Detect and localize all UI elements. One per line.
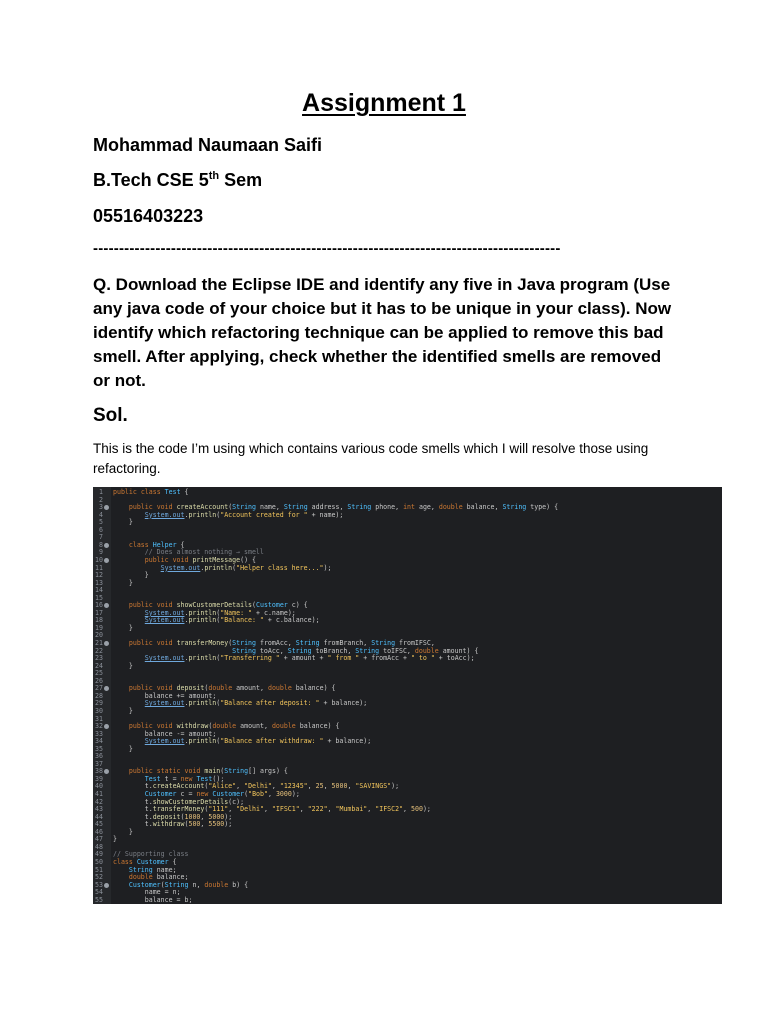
line-number: 45 (95, 820, 103, 829)
line-number: 21 (95, 639, 103, 647)
code-line (93, 700, 722, 708)
line-number: 17 (95, 608, 103, 617)
code-line (93, 565, 722, 573)
line-number: 10 (95, 555, 103, 564)
code-line (93, 836, 722, 844)
separator-line: ------------------------------------------------------------------------------------------ (93, 240, 561, 257)
code-text: t.transferMoney("111", "Delhi", "IFSC1", "222", "Mumbai", "IFSC2", 500); (144, 805, 431, 814)
line-number: 7 (99, 533, 103, 542)
code-text: public void showCustomerDetails(Customer c) { (128, 601, 308, 610)
code-text: } (113, 835, 117, 844)
breakpoint-marker-icon (104, 558, 109, 563)
line-number: 33 (95, 729, 103, 738)
line-number: 2 (99, 495, 103, 504)
line-number: 49 (95, 850, 103, 859)
code-line (93, 580, 722, 588)
code-line (93, 708, 722, 716)
line-number: 25 (95, 669, 103, 678)
code-text: balance -= amount; (144, 729, 217, 738)
code-line (93, 670, 722, 678)
line-number: 48 (95, 842, 103, 851)
code-text: name = n; (144, 888, 181, 897)
line-number: 50 (95, 857, 103, 866)
code-line (93, 753, 722, 761)
line-number: 35 (95, 744, 103, 753)
breakpoint-marker-icon (104, 686, 109, 691)
code-line (93, 527, 722, 535)
line-number: 28 (95, 691, 103, 700)
line-number: 20 (95, 631, 103, 640)
line-number: 42 (95, 797, 103, 806)
line-number: 46 (95, 827, 103, 836)
student-name: Mohammad Naumaan Saifi (93, 135, 323, 155)
code-line (93, 534, 722, 542)
line-number: 13 (95, 578, 103, 587)
line-number: 47 (95, 835, 103, 844)
code-line (93, 821, 722, 829)
breakpoint-marker-icon (104, 603, 109, 608)
line-number: 39 (95, 774, 103, 783)
code-text: public void printMessage() { (144, 555, 257, 564)
question-text: Q. Download the Eclipse IDE and identify any five in Java program (Use any java code of your choice but it has to be unique in your class). Now identify which refactoring technique can be applied to remove this bad smell. After applying, check whether the identified smells are removed or not. (93, 275, 672, 390)
code-text: t.deposit(1000, 5000); (144, 812, 233, 821)
code-screenshot (93, 487, 722, 904)
course-line (93, 169, 262, 191)
code-line (93, 859, 722, 867)
code-text: } (128, 744, 133, 753)
line-number: 37 (95, 759, 103, 768)
code-text: balance += amount; (144, 691, 217, 700)
code-line (93, 519, 722, 527)
code-text: System.out.println("Account created for " + name); (144, 510, 344, 519)
code-text: Customer c = new Customer("Bob", 3000); (144, 790, 300, 798)
breakpoint-marker-icon (104, 641, 109, 646)
line-number: 22 (95, 646, 103, 655)
line-number: 4 (99, 510, 103, 519)
code-line (93, 489, 722, 497)
code-text: } (128, 827, 133, 836)
code-text: t.createAccount("Alice", "Delhi", "12345", 25, 5000, "SAVINGS"); (144, 782, 400, 791)
code-text: System.out.println("Balance after deposit: " + balance); (144, 699, 368, 708)
code-text: class Customer { (113, 857, 177, 866)
code-line (93, 738, 722, 746)
line-number: 29 (95, 699, 103, 708)
line-number: 1 (99, 488, 103, 496)
line-number: 54 (95, 888, 103, 897)
course-superscript: th (208, 170, 220, 182)
code-text: String name; (128, 865, 177, 874)
line-number: 19 (95, 623, 103, 632)
intro-paragraph: This is the code I’m using which contains various code smells which I will resolve those using refactoring. (93, 441, 649, 476)
code-text: } (128, 706, 133, 715)
line-number: 12 (95, 571, 103, 580)
line-number: 27 (95, 684, 103, 693)
line-number: 53 (95, 880, 103, 889)
line-number: 18 (95, 616, 103, 625)
line-number: 6 (99, 525, 103, 534)
code-text: Customer(String n, double b) { (128, 880, 249, 889)
code-text: // Supporting class (113, 850, 189, 859)
document-title: Assignment 1 (302, 89, 466, 117)
code-text: } (128, 518, 133, 527)
line-number: 26 (95, 676, 103, 685)
code-text: System.out.println("Helper class here..."); (160, 563, 332, 572)
code-text: t.withdraw(500, 5500); (144, 820, 233, 829)
code-text: balance = b; (144, 895, 193, 904)
breakpoint-marker-icon (104, 505, 109, 510)
line-number: 15 (95, 593, 103, 602)
code-line (93, 587, 722, 595)
line-number: 9 (99, 548, 103, 557)
code-text: System.out.println("Balance: " + c.balance); (144, 616, 320, 625)
line-number: 30 (95, 706, 103, 715)
line-number: 44 (95, 812, 103, 821)
code-text: double balance; (128, 873, 189, 882)
course-prefix: B.Tech CSE 5 (93, 170, 209, 190)
line-number: 24 (95, 661, 103, 670)
line-number: 43 (95, 805, 103, 814)
code-line (93, 572, 722, 580)
code-text: } (128, 623, 133, 632)
code-line (93, 512, 722, 520)
breakpoint-marker-icon (104, 769, 109, 774)
line-number: 38 (95, 767, 103, 776)
code-line (93, 625, 722, 633)
code-line (93, 655, 722, 663)
code-text: } (128, 578, 133, 587)
line-number: 32 (95, 722, 103, 731)
breakpoint-marker-icon (104, 883, 109, 888)
code-line (93, 617, 722, 625)
line-number: 36 (95, 752, 103, 761)
code-text: class Helper { (128, 540, 185, 549)
code-line (93, 897, 722, 904)
code-text: String toAcc, String toBranch, String toIFSC, double amount) { (232, 646, 479, 655)
line-number: 3 (99, 503, 103, 512)
code-text: System.out.println("Balance after withdraw: " + balance); (144, 737, 372, 746)
code-text: public void createAccount(String name, String address, String phone, int age, double balance, String type) { (128, 503, 559, 512)
line-number: 41 (95, 790, 103, 798)
line-number: 5 (99, 518, 103, 527)
code-text: } (128, 661, 133, 670)
code-line (93, 829, 722, 837)
code-text: public void transferMoney(String fromAcc, String fromBranch, String fromIFSC, (128, 639, 435, 647)
line-number: 16 (95, 601, 103, 610)
course-suffix: Sem (219, 170, 263, 190)
line-number: 51 (95, 865, 103, 874)
line-number: 8 (99, 540, 103, 549)
line-number: 31 (95, 714, 103, 723)
line-number: 34 (95, 737, 103, 746)
code-text: System.out.println("Name: " + c.name); (144, 608, 296, 617)
code-line (93, 851, 722, 859)
line-number: 11 (95, 563, 103, 572)
line-number: 52 (95, 873, 103, 882)
line-number: 55 (95, 895, 103, 904)
code-text: t.showCustomerDetails(c); (144, 797, 245, 806)
code-text: public void withdraw(double amount, double balance) { (128, 722, 340, 731)
code-line (93, 663, 722, 671)
code-text: public static void main(String[] args) { (128, 767, 288, 776)
code-text: Test t = new Test(); (144, 774, 225, 783)
code-text: public void deposit(double amount, double balance) { (128, 684, 336, 693)
breakpoint-marker-icon (104, 543, 109, 548)
solution-heading: Sol. (93, 405, 128, 426)
code-line (93, 746, 722, 754)
line-number: 40 (95, 782, 103, 791)
code-line (93, 882, 722, 890)
roll-number: 05516403223 (93, 206, 204, 226)
code-text: // Does almost nothing → smell (113, 548, 264, 557)
code-text: System.out.println("Transferring " + amount + " from " + fromAcc + " to " + toAcc); (144, 654, 475, 663)
line-number: 14 (95, 586, 103, 595)
breakpoint-marker-icon (104, 724, 109, 729)
code-text: } (144, 571, 149, 580)
code-text: public class Test { (113, 488, 189, 496)
line-number: 23 (95, 654, 103, 663)
